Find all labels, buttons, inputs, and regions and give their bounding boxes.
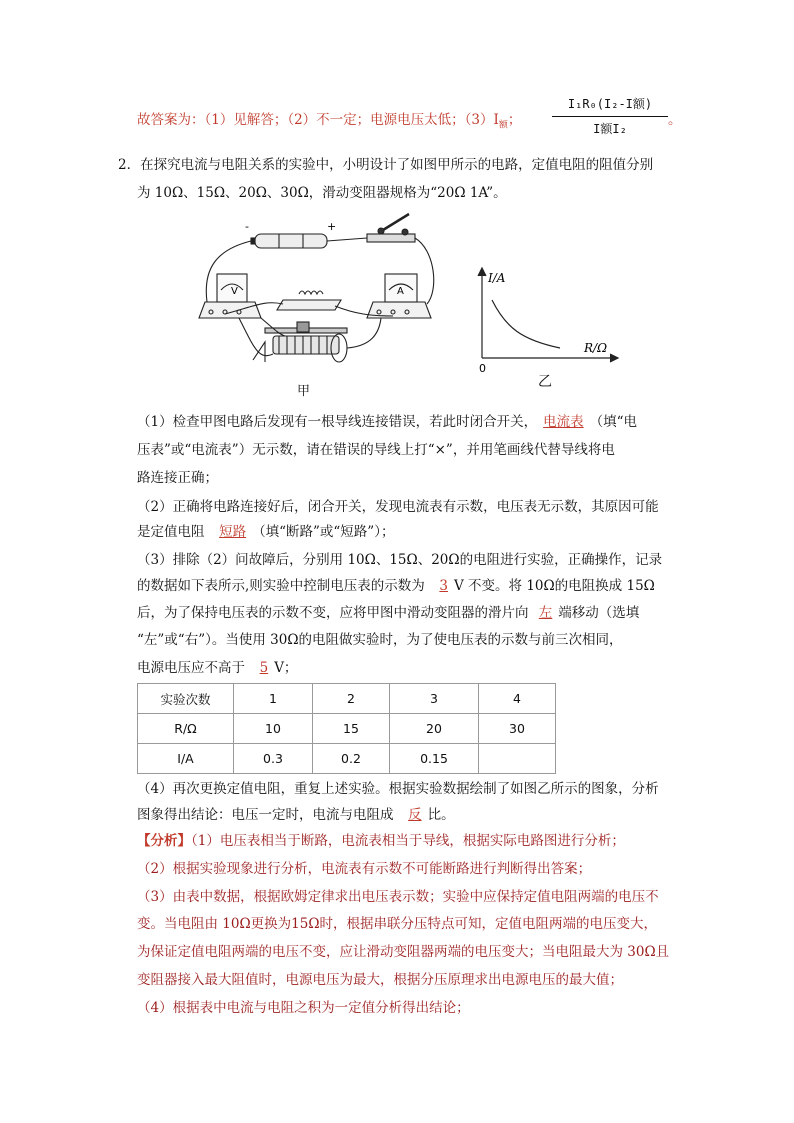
figure-jia-caption: 甲 <box>297 384 311 399</box>
i-symbol: I <box>493 112 499 128</box>
part2-text-c: （填“断路”或“短路”）； <box>252 524 395 540</box>
part4-answer: 反 <box>408 807 422 823</box>
part3-text-d: 后，为了保持电压表的示数不变，应将甲图中滑动变阻器的滑片向 <box>137 605 529 621</box>
voltmeter-label: V <box>231 286 238 297</box>
table-cell: 0.3 <box>234 744 313 774</box>
part3-text-b: 的数据如下表所示,则实验中控制电压表的示数为 <box>137 578 425 594</box>
table-cell: 0.15 <box>390 744 479 774</box>
part3-line5 <box>137 659 297 677</box>
battery-minus-label: - <box>245 220 249 233</box>
part1-text-a: （1）检查甲图电路后发现有一根导线连接错误，若此时闭合开关， <box>137 414 538 430</box>
table-header-cell: 1 <box>234 684 313 714</box>
part3-text-h: V； <box>274 660 298 676</box>
figure-yi-caption: 乙 <box>538 374 552 390</box>
analysis-line1 <box>137 832 625 850</box>
battery-plus-label: + <box>327 220 337 233</box>
part1-answer: 电流表 <box>543 414 584 430</box>
question-line2: 为 10Ω、15Ω、20Ω、30Ω，滑动变阻器规格为“20Ω 1A”。 <box>137 185 507 201</box>
table-cell: 15 <box>313 714 390 744</box>
graph-x-label: R/Ω <box>584 341 608 355</box>
table-cell: 0.2 <box>313 744 390 774</box>
table-header-cell: 4 <box>479 684 556 714</box>
table-row <box>138 714 556 744</box>
part1-line2: 压表”或“电流表”）无示数，请在错误的导线上打“×”，并用笔画线代替导线将电 <box>137 442 615 458</box>
answer-prefix: 故答案为：（1）见解答；（2）不一定；电源电压太低；（3） <box>137 112 494 128</box>
part2-line2 <box>137 523 394 541</box>
question-line1: 2．在探究电流与电阻关系的实验中，小明设计了如图甲所示的电路，定值电阻的阻值分别 <box>118 157 654 173</box>
circuit-diagram <box>195 210 445 380</box>
part2-text-b: 是定值电阻 <box>137 524 205 540</box>
table-cell: 10 <box>234 714 313 744</box>
analysis-line6: 变阻器接入最大阻值时，电源电压为最大，根据分压原理求出电源电压的最大值； <box>137 972 623 988</box>
table-cell: I/A <box>138 744 234 774</box>
analysis-text-1: （1）电压表相当于断路，电流表相当于导线，根据实际电路图进行分析； <box>191 833 625 849</box>
part3-line1: （3）排除（2）问故障后，分别用 10Ω、15Ω、20Ω的电阻进行实验，正确操作，记录 <box>137 552 663 568</box>
analysis-line4: 变。当电阻由 10Ω更换为15Ω时，根据串联分压特点可知，定值电阻两端的电压变大， <box>137 916 658 932</box>
part3-line2 <box>137 577 655 595</box>
part3-answer1: 3 <box>439 578 448 594</box>
ir-graph <box>470 262 630 384</box>
table-cell <box>479 744 556 774</box>
table-cell: R/Ω <box>138 714 234 744</box>
part4-line1: （4）再次更换定值电阻，重复上述实验。根据实验数据绘制了如图乙所示的图象，分析 <box>137 781 659 797</box>
i-subscript: 额 <box>498 120 508 131</box>
table-header-cell: 2 <box>313 684 390 714</box>
part3-text-g: 电源电压应不高于 <box>137 660 245 676</box>
data-table <box>137 683 556 774</box>
answer-end: 。 <box>668 112 682 128</box>
graph-origin: 0 <box>479 362 486 375</box>
part3-line3 <box>137 604 639 622</box>
fraction-bar <box>552 116 668 117</box>
analysis-line2: （2）根据实验现象进行分析，电流表有示数不可能断路进行判断得出答案； <box>137 861 592 877</box>
part3-line4: “左”或“右”）。当使用 30Ω的电阻做实验时，为了使电压表的示数与前三次相同， <box>137 632 623 648</box>
ammeter-label: A <box>397 286 404 297</box>
table-header-cell: 3 <box>390 684 479 714</box>
graph-y-label: I/A <box>488 271 506 285</box>
part2-answer: 短路 <box>219 524 247 540</box>
table-row <box>138 684 556 714</box>
table-header-cell: 实验次数 <box>138 684 234 714</box>
part1-text-b: （填“电 <box>589 414 637 430</box>
analysis-line7: （4）根据表中电流与电阻之积为一定值分析得出结论； <box>137 1000 470 1016</box>
part4-text-b: 图象得出结论：电压一定时，电流与电阻成 <box>137 807 394 823</box>
part2-line1: （2）正确将电路连接好后，闭合开关，发现电流表有示数，电压表无示数，其原因可能 <box>137 499 659 515</box>
part3-text-e: 端移动（选填 <box>558 605 640 621</box>
ir-curve <box>492 300 560 348</box>
analysis-line3: （3）由表中数据，根据欧姆定律求出电压表示数；实验中应保持定值电阻两端的电压不 <box>137 889 659 905</box>
analysis-line5: 为保证定值电阻两端的电压不变，应让滑动变阻器两端的电压变大；当电阻最大为 30Ω且 <box>137 944 670 960</box>
part3-answer2: 左 <box>538 605 553 621</box>
fraction-denominator: I额I₂ <box>593 122 627 136</box>
answer-sep: ； <box>507 112 522 128</box>
part4-text-c: 比。 <box>427 807 455 823</box>
part3-answer3: 5 <box>259 660 269 676</box>
table-cell: 20 <box>390 714 479 744</box>
part4-line2 <box>137 806 455 824</box>
part3-text-c: V 不变。将 10Ω的电阻换成 15Ω <box>453 578 655 594</box>
table-row <box>138 744 556 774</box>
table-cell: 30 <box>479 714 556 744</box>
part1-line3: 路连接正确； <box>137 470 218 486</box>
fraction-numerator: I₁R₀(I₂-I额) <box>567 97 653 111</box>
answer-line <box>137 111 521 135</box>
part1-line1 <box>137 413 637 431</box>
analysis-tag: 【分析】 <box>137 833 191 849</box>
